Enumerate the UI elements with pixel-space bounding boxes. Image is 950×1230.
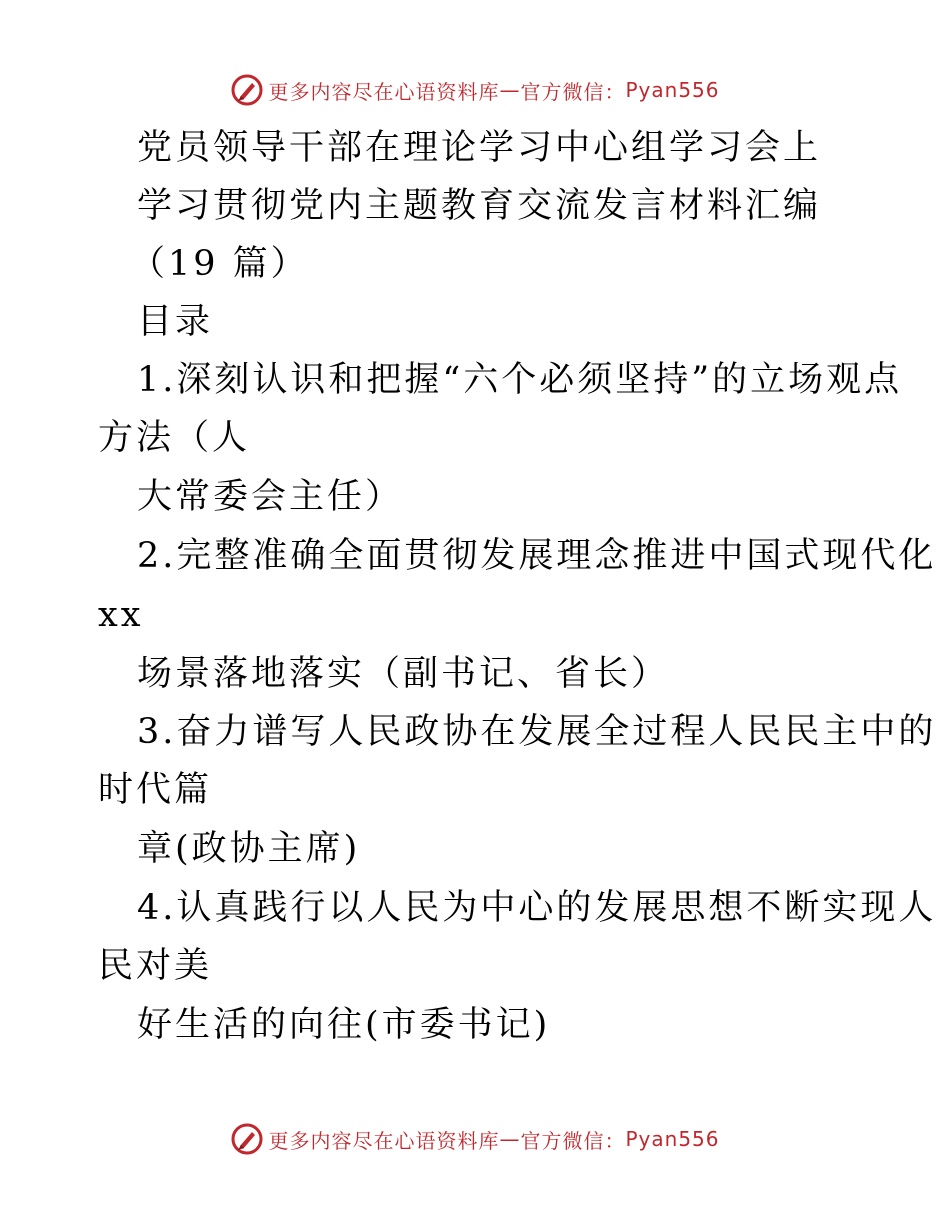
watermark-site-text: 更多内容尽在心语资料库 — [268, 1128, 500, 1153]
title-line-3: （19 篇） — [130, 244, 309, 284]
watermark-wechat-label: 官方微信： — [520, 79, 626, 104]
toc-item-2-line-2: xx — [98, 595, 144, 635]
toc-item-4-line-1: 4.认真践行以人民为中心的发展思想不断实现人 — [137, 888, 937, 928]
watermark-separator: — — [499, 78, 521, 102]
toc-item-2-line-3: 场景落地落实（副书记、省长） — [137, 654, 670, 694]
toc-item-1-line-2: 方法（人 — [98, 418, 251, 458]
footer-watermark — [0, 1119, 950, 1159]
toc-heading: 目录 — [137, 302, 214, 342]
toc-item-4-line-3: 好生活的向往(市委书记) — [137, 1005, 551, 1045]
toc-item-3-line-2: 时代篇 — [98, 770, 213, 810]
toc-item-1-line-1: 1.深刻认识和把握“六个必须坚持”的立场观点 — [137, 360, 903, 400]
watermark-separator: — — [499, 1127, 521, 1151]
toc-item-3-line-3: 章(政协主席) — [137, 829, 361, 869]
title-line-1: 党员领导干部在理论学习中心组学习会上 — [137, 128, 822, 168]
pen-nib-logo-icon — [230, 1122, 264, 1156]
watermark-handle: Pyan556 — [625, 78, 720, 102]
toc-item-2-line-1: 2.完整准确全面贯彻发展理念推进中国式现代化 — [137, 536, 937, 576]
watermark-site-text: 更多内容尽在心语资料库 — [268, 79, 500, 104]
toc-item-4-line-2: 民对美 — [98, 946, 213, 986]
toc-item-3-line-1: 3.奋力谱写人民政协在发展全过程人民民主中的 — [137, 712, 937, 752]
watermark-wechat-label: 官方微信： — [520, 1128, 626, 1153]
toc-item-1-line-3: 大常委会主任） — [137, 477, 404, 517]
watermark-handle: Pyan556 — [625, 1127, 720, 1151]
title-line-2: 学习贯彻党内主题教育交流发言材料汇编 — [137, 186, 822, 226]
